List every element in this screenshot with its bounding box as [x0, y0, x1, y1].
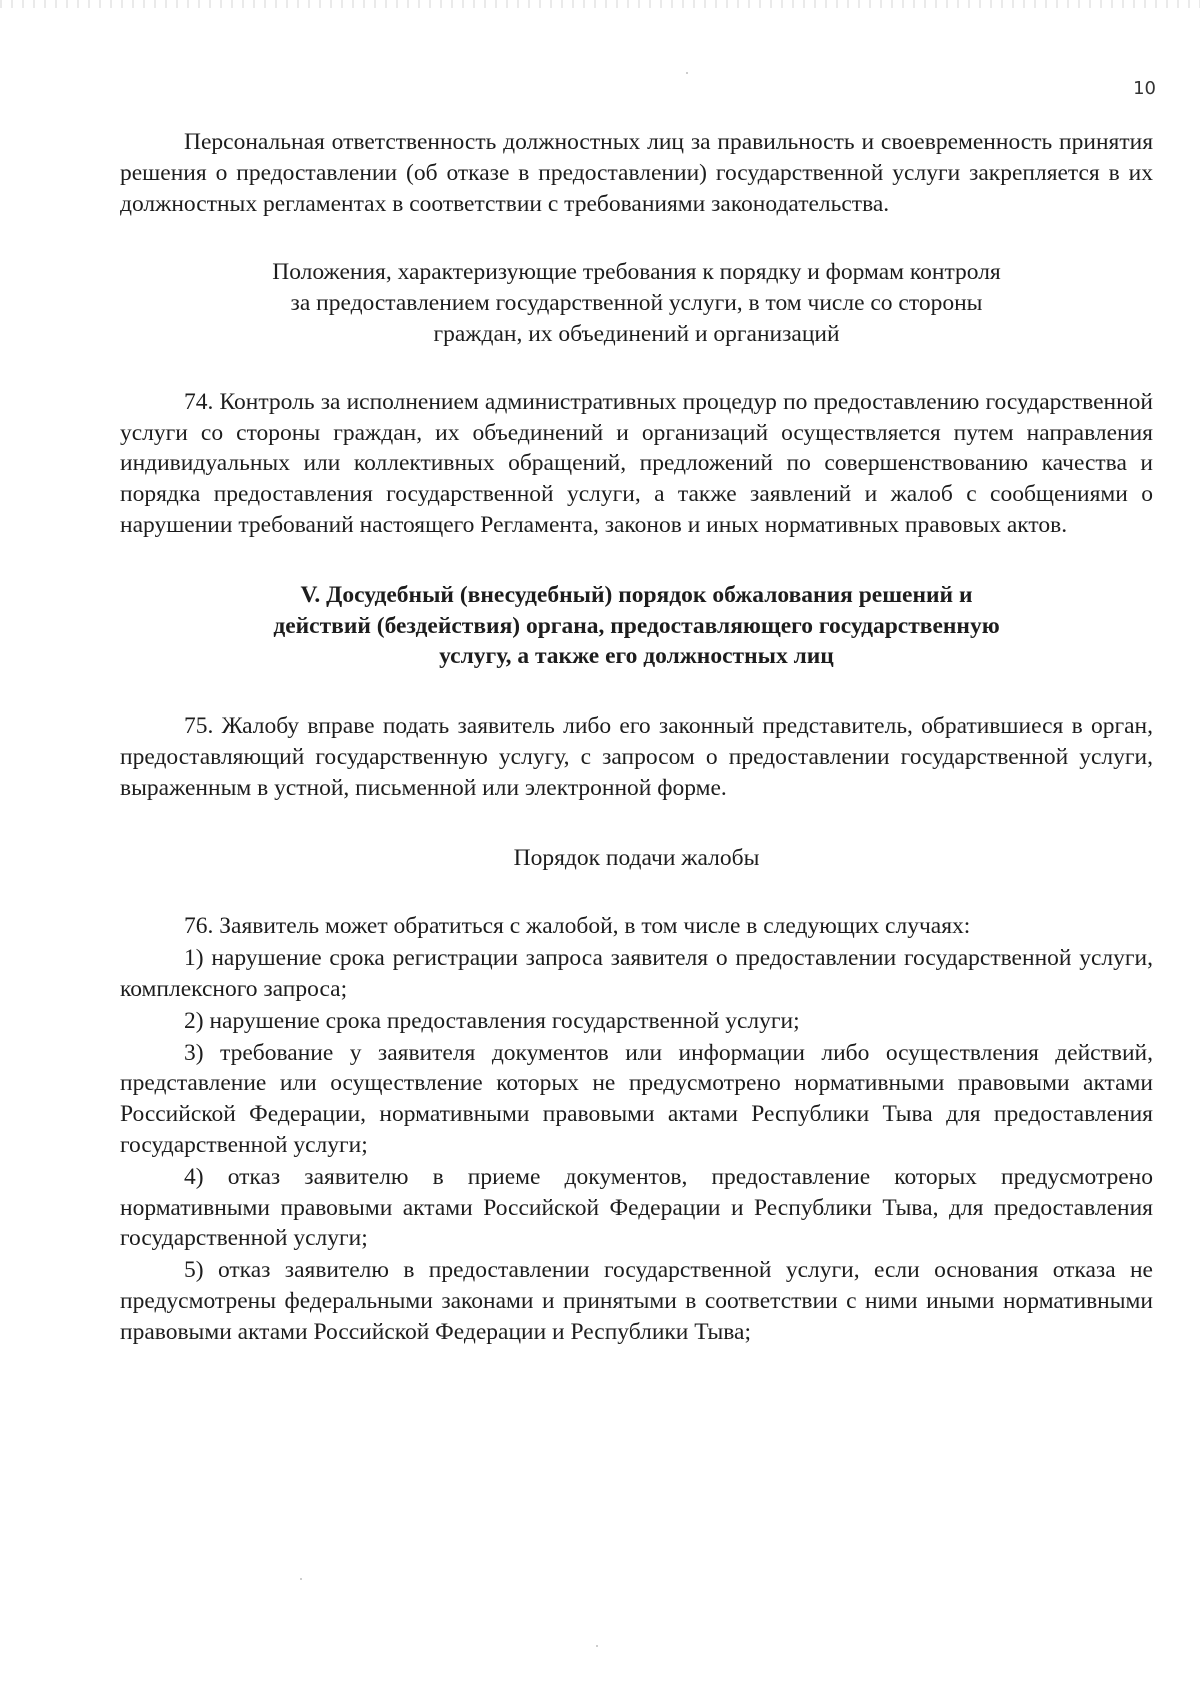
list-item: 1) нарушение срока регистрации запроса заявителя о предоставлении государственной услуги, комплексного запроса; — [120, 945, 1153, 1002]
scan-speck — [686, 72, 688, 74]
scan-edge-artifact — [0, 0, 1200, 8]
paragraph-75: 75. Жалобу вправе подать заявитель либо его законный представитель, обратившиеся в орган, предоставляющий государственную услугу, с запросом о предоставлении государственной услуги, выраженным в устной, письменной или электронной форме. — [120, 713, 1153, 801]
document-body — [120, 127, 1153, 1348]
paragraph-intro: Персональная ответственность должностных лиц за правильность и своевременность принятия решения о предоставлении (об отказе в предоставлении) государственной услуги закрепляется в их должностных регламентах в соответствии с требованиями законодательства. — [120, 129, 1153, 217]
list-item: 5) отказ заявителю в предоставлении государственной услуги, если основания отказа не предусмотрены федеральными законами и принятыми в соответствии с ними иными нормативными правовыми актами Российской Федерации и Республики Тыва; — [120, 1257, 1153, 1345]
section-heading-complaint: Порядок подачи жалобы — [513, 844, 760, 871]
scan-speck — [596, 1645, 598, 1647]
list-item: 2) нарушение срока предоставления государственной услуги; — [184, 1007, 800, 1034]
paragraph-76: 76. Заявитель может обратиться с жалобой, в том числе в следующих случаях: — [184, 913, 971, 940]
section-heading-v: V. Досудебный (внесудебный) порядок обжалования решений и действий (бездействия) органа, предоставляющего государственную услугу, а также его должностных лиц — [273, 581, 1000, 670]
list-item: 4) отказ заявителю в приеме документов, предоставление которых предусмотрено нормативными правовыми актами Российской Федерации и Республики Тыва, для предоставления государственной услуги; — [120, 1163, 1153, 1252]
section-heading-control: Положения, характеризующие требования к порядку и формам контроля за предоставлением государственной услуги, в том числе со стороны граждан, их объединений и организаций — [272, 259, 1001, 347]
paragraph-74: 74. Контроль за исполнением административных процедур по предоставлению государственной услуги со стороны граждан, их объединений и организаций осуществляется путем направления индивидуальных или коллективных обращений, предложений по совершенствованию качества и порядка предоставления государственной услуги, а также заявлений и жалоб с сообщениями о нарушении требований настоящего Регламента, законов и иных нормативных правовых актов. — [120, 388, 1153, 538]
list-item: 3) требование у заявителя документов или информации либо осуществления действий, представление или осуществление которых не предусмотрено нормативными правовыми актами Российской Федерации, нормативными правовыми актами Республики Тыва для предоставления государственной услуги; — [120, 1039, 1153, 1158]
page-number: 10 — [1133, 78, 1156, 99]
scan-speck — [300, 1578, 302, 1580]
